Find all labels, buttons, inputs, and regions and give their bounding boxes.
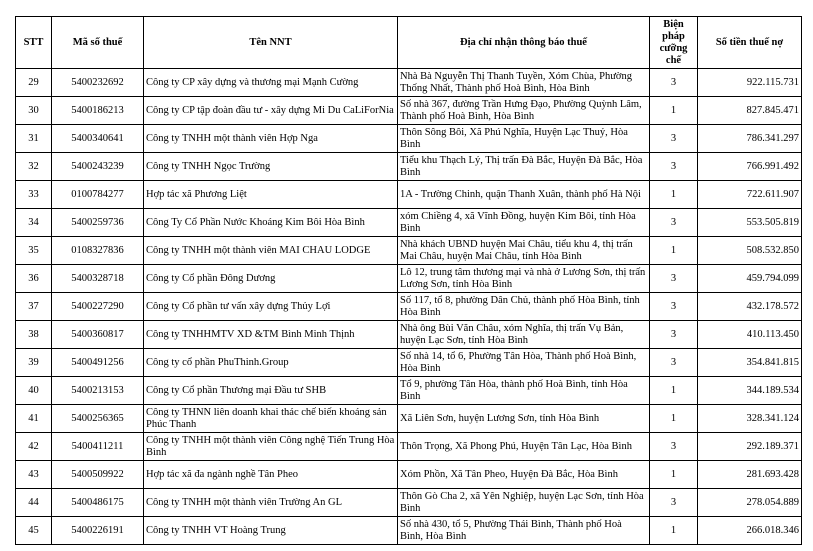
table-row [16, 433, 802, 461]
table-row [16, 209, 802, 237]
cell-taxpayer-name: Công ty CP tập đoàn đầu tư - xây dựng Mi Du CaLiForNia [144, 97, 398, 125]
cell-tax-code: 5400360817 [52, 321, 144, 349]
header-stt: STT [16, 17, 52, 69]
cell-tax-code: 5400243239 [52, 153, 144, 181]
header-measure-line: pháp [662, 30, 685, 42]
cell-enforcement-measure: 1 [650, 405, 698, 433]
cell-enforcement-measure: 1 [650, 517, 698, 545]
cell-taxpayer-name: Công ty Cổ phần Thương mại Đầu tư SHB [144, 377, 398, 405]
cell-address: Tiểu khu Thạch Lý, Thị trấn Đà Bắc, Huyện Đà Bắc, Hòa Bình [398, 153, 650, 181]
cell-taxpayer-name: Công Ty Cổ Phần Nước Khoáng Kim Bôi Hòa Bình [144, 209, 398, 237]
cell-tax-code: 5400509922 [52, 461, 144, 489]
cell-stt: 40 [16, 377, 52, 405]
table-header-row [16, 17, 802, 69]
cell-amount: 508.532.850 [698, 237, 802, 265]
cell-taxpayer-name: Công ty Cổ phần Đông Dương [144, 265, 398, 293]
cell-address: Thôn Gò Cha 2, xã Yên Nghiệp, huyện Lạc Sơn, tỉnh Hòa Bình [398, 489, 650, 517]
header-tax-code: Mã số thuế [52, 17, 144, 69]
cell-amount: 459.794.099 [698, 265, 802, 293]
cell-amount: 292.189.371 [698, 433, 802, 461]
header-measure-line: chế [665, 54, 682, 66]
cell-enforcement-measure: 3 [650, 293, 698, 321]
cell-enforcement-measure: 3 [650, 125, 698, 153]
cell-tax-code: 5400411211 [52, 433, 144, 461]
table-row [16, 489, 802, 517]
cell-address: Tổ 9, phường Tân Hòa, thành phố Hoà Bình, tỉnh Hòa Bình [398, 377, 650, 405]
cell-stt: 43 [16, 461, 52, 489]
cell-address: Thôn Sông Bôi, Xã Phú Nghĩa, Huyện Lạc Thuỷ, Hòa Bình [398, 125, 650, 153]
table-row [16, 321, 802, 349]
cell-enforcement-measure: 1 [650, 97, 698, 125]
cell-taxpayer-name: Hợp tác xã đa ngành nghề Tân Pheo [144, 461, 398, 489]
cell-amount: 328.341.124 [698, 405, 802, 433]
cell-address: Nhà khách UBND huyện Mai Châu, tiểu khu 4, thị trấn Mai Châu, huyện Mai Châu, tỉnh Hòa Bình [398, 237, 650, 265]
cell-tax-code: 5400256365 [52, 405, 144, 433]
cell-taxpayer-name: Công ty TNHH một thành viên Hợp Nga [144, 125, 398, 153]
cell-address: Nhà Bà Nguyễn Thị Thanh Tuyền, Xóm Chùa, Phường Thống Nhất, Thành phố Hoà Bình, Hòa Bình [398, 69, 650, 97]
cell-stt: 29 [16, 69, 52, 97]
cell-address: Số nhà 367, đường Trần Hưng Đạo, Phường Quỳnh Lâm, Thành phố Hoà Bình, Hòa Bình [398, 97, 650, 125]
cell-stt: 39 [16, 349, 52, 377]
cell-stt: 38 [16, 321, 52, 349]
cell-tax-code: 5400486175 [52, 489, 144, 517]
table-row [16, 97, 802, 125]
cell-address: Thôn Trọng, Xã Phong Phú, Huyện Tân Lạc, Hòa Bình [398, 433, 650, 461]
cell-stt: 44 [16, 489, 52, 517]
cell-tax-code: 5400259736 [52, 209, 144, 237]
cell-stt: 30 [16, 97, 52, 125]
cell-amount: 278.054.889 [698, 489, 802, 517]
header-measure-line: Biện [663, 18, 684, 30]
cell-amount: 344.189.534 [698, 377, 802, 405]
table-body [16, 69, 802, 545]
cell-amount: 786.341.297 [698, 125, 802, 153]
cell-tax-code: 5400491256 [52, 349, 144, 377]
cell-address: Lô 12, trung tâm thương mại và nhà ở Lương Sơn, thị trấn Lương Sơn, tỉnh Hòa Bình [398, 265, 650, 293]
header-amount: Số tiền thuế nợ [698, 17, 802, 69]
cell-amount: 432.178.572 [698, 293, 802, 321]
cell-enforcement-measure: 3 [650, 153, 698, 181]
cell-taxpayer-name: Hợp tác xã Phương Liệt [144, 181, 398, 209]
cell-enforcement-measure: 3 [650, 489, 698, 517]
cell-taxpayer-name: Công ty TNHHMTV XD &TM Bình Minh Thịnh [144, 321, 398, 349]
header-enforcement-measure [650, 17, 698, 69]
cell-taxpayer-name: Công ty THNN liên doanh khai thác chế biến khoáng sản Phúc Thanh [144, 405, 398, 433]
table-row [16, 69, 802, 97]
cell-amount: 281.693.428 [698, 461, 802, 489]
table-row [16, 237, 802, 265]
cell-address: Số 117, tổ 8, phường Dân Chủ, thành phố Hòa Bình, tỉnh Hòa Bình [398, 293, 650, 321]
cell-amount: 766.991.492 [698, 153, 802, 181]
cell-enforcement-measure: 1 [650, 237, 698, 265]
cell-address: Số nhà 14, tổ 6, Phường Tân Hòa, Thành phố Hoà Bình, Hòa Bình [398, 349, 650, 377]
cell-enforcement-measure: 3 [650, 321, 698, 349]
cell-amount: 827.845.471 [698, 97, 802, 125]
cell-tax-code: 0108327836 [52, 237, 144, 265]
cell-enforcement-measure: 3 [650, 349, 698, 377]
cell-amount: 922.115.731 [698, 69, 802, 97]
table-row [16, 349, 802, 377]
cell-address: Xã Liên Sơn, huyện Lương Sơn, tỉnh Hòa Bình [398, 405, 650, 433]
cell-tax-code: 5400232692 [52, 69, 144, 97]
table-row [16, 265, 802, 293]
table-row [16, 517, 802, 545]
cell-stt: 42 [16, 433, 52, 461]
cell-tax-code: 5400226191 [52, 517, 144, 545]
cell-enforcement-measure: 1 [650, 461, 698, 489]
cell-stt: 36 [16, 265, 52, 293]
cell-stt: 32 [16, 153, 52, 181]
cell-taxpayer-name: Công ty TNHH một thành viên MAI CHAU LODGE [144, 237, 398, 265]
cell-stt: 31 [16, 125, 52, 153]
table-row [16, 293, 802, 321]
cell-amount: 266.018.346 [698, 517, 802, 545]
table-row [16, 153, 802, 181]
cell-address: Số nhà 430, tổ 5, Phường Thái Bình, Thành phố Hoà Bình, Hòa Bình [398, 517, 650, 545]
cell-address: Nhà ông Bùi Văn Châu, xóm Nghĩa, thị trấn Vụ Bản, huyện Lạc Sơn, tỉnh Hòa Bình [398, 321, 650, 349]
cell-enforcement-measure: 3 [650, 69, 698, 97]
cell-taxpayer-name: Công ty TNHH một thành viên Trường An GL [144, 489, 398, 517]
table-row [16, 405, 802, 433]
cell-address: 1A - Trường Chinh, quận Thanh Xuân, thành phố Hà Nội [398, 181, 650, 209]
table-row [16, 125, 802, 153]
cell-enforcement-measure: 3 [650, 433, 698, 461]
cell-taxpayer-name: Công ty CP xây dựng và thương mại Mạnh Cường [144, 69, 398, 97]
header-measure-line: cưỡng [659, 42, 688, 54]
header-taxpayer-name: Tên NNT [144, 17, 398, 69]
cell-amount: 722.611.907 [698, 181, 802, 209]
cell-stt: 41 [16, 405, 52, 433]
cell-taxpayer-name: Công ty Cổ phần tư vấn xây dựng Thủy Lợi [144, 293, 398, 321]
header-address: Địa chỉ nhận thông báo thuế [398, 17, 650, 69]
cell-taxpayer-name: Công ty TNHH một thành viên Công nghệ Tiến Trung Hòa Bình [144, 433, 398, 461]
table-row [16, 461, 802, 489]
cell-amount: 410.113.450 [698, 321, 802, 349]
cell-stt: 37 [16, 293, 52, 321]
cell-amount: 553.505.819 [698, 209, 802, 237]
cell-stt: 34 [16, 209, 52, 237]
cell-enforcement-measure: 3 [650, 209, 698, 237]
cell-enforcement-measure: 1 [650, 377, 698, 405]
cell-tax-code: 5400186213 [52, 97, 144, 125]
cell-taxpayer-name: Công ty TNHH VT Hoàng Trung [144, 517, 398, 545]
cell-tax-code: 5400328718 [52, 265, 144, 293]
cell-tax-code: 0100784277 [52, 181, 144, 209]
cell-tax-code: 5400227290 [52, 293, 144, 321]
table-row [16, 377, 802, 405]
cell-taxpayer-name: Công ty cổ phần PhuThinh.Group [144, 349, 398, 377]
cell-tax-code: 5400213153 [52, 377, 144, 405]
cell-address: xóm Chiềng 4, xã Vĩnh Đồng, huyện Kim Bôi, tỉnh Hòa Bình [398, 209, 650, 237]
cell-amount: 354.841.815 [698, 349, 802, 377]
cell-stt: 33 [16, 181, 52, 209]
cell-taxpayer-name: Công ty TNHH Ngọc Trường [144, 153, 398, 181]
cell-stt: 35 [16, 237, 52, 265]
table-row [16, 181, 802, 209]
cell-tax-code: 5400340641 [52, 125, 144, 153]
cell-enforcement-measure: 1 [650, 181, 698, 209]
cell-stt: 45 [16, 517, 52, 545]
cell-enforcement-measure: 3 [650, 265, 698, 293]
cell-address: Xóm Phồn, Xã Tân Pheo, Huyện Đà Bắc, Hòa Bình [398, 461, 650, 489]
tax-debt-table [15, 16, 802, 545]
